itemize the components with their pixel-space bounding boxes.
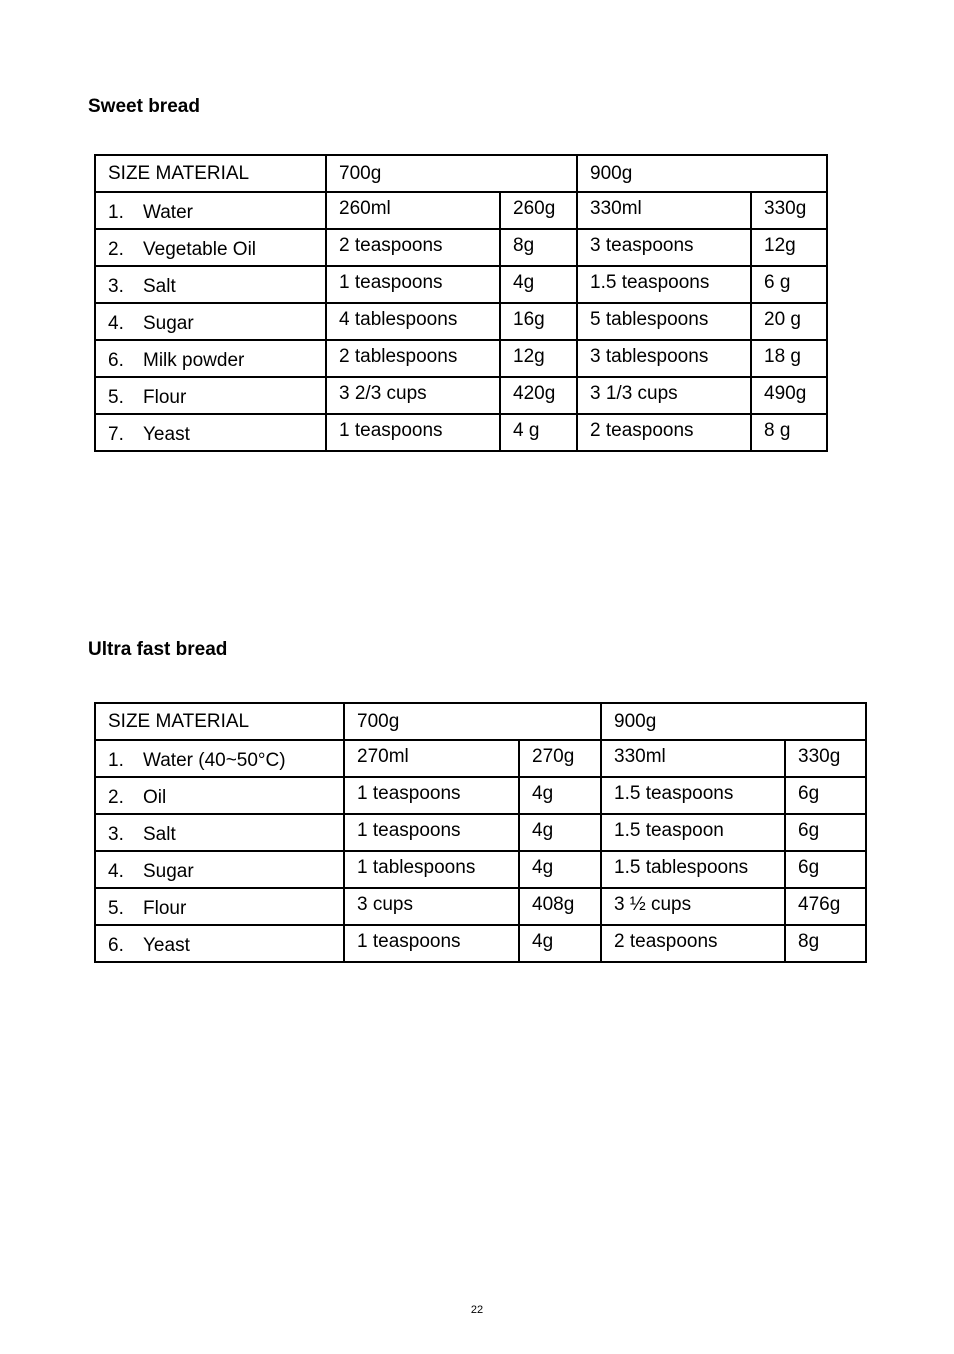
material-name: Yeast [143, 934, 190, 956]
row-number: 3. [108, 275, 124, 297]
page-number: 22 [470, 1304, 484, 1316]
measure-900g-cell: 1.5 teaspoon [601, 814, 785, 851]
header-size-700g: 700g [326, 155, 577, 192]
weight-700g-cell: 4g [519, 777, 601, 814]
row-number: 5. [108, 386, 124, 408]
material-cell [95, 303, 326, 340]
material-name: Sugar [143, 312, 194, 334]
material-cell [95, 740, 344, 777]
weight-700g-cell: 4g [519, 925, 601, 962]
measure-700g-cell: 1 teaspoons [326, 414, 500, 451]
measure-700g-cell: 3 2/3 cups [326, 377, 500, 414]
measure-700g-cell: 2 tablespoons [326, 340, 500, 377]
table-row [95, 192, 827, 229]
table-row [95, 340, 827, 377]
material-cell [95, 777, 344, 814]
material-name: Oil [143, 786, 167, 808]
measure-900g-cell: 3 1/3 cups [577, 377, 751, 414]
weight-900g-cell: 476g [785, 888, 866, 925]
measure-700g-cell: 4 tablespoons [326, 303, 500, 340]
weight-900g-cell: 490g [751, 377, 827, 414]
measure-700g-cell: 1 teaspoons [344, 814, 519, 851]
material-name: Flour [143, 897, 187, 919]
measure-900g-cell: 3 tablespoons [577, 340, 751, 377]
measure-900g-cell: 2 teaspoons [577, 414, 751, 451]
material-name: Flour [143, 386, 187, 408]
weight-900g-cell: 6g [785, 851, 866, 888]
material-name: Yeast [143, 423, 190, 445]
weight-700g-cell: 16g [500, 303, 577, 340]
table-row [95, 740, 866, 777]
table-row [95, 303, 827, 340]
table-row [95, 414, 827, 451]
material-cell [95, 925, 344, 962]
table-row [95, 229, 827, 266]
material-cell [95, 229, 326, 266]
measure-700g-cell: 2 teaspoons [326, 229, 500, 266]
row-number: 2. [108, 238, 124, 260]
row-number: 5. [108, 897, 124, 919]
row-number: 4. [108, 312, 124, 334]
material-name: Water (40~50°C) [143, 749, 286, 771]
table-header-row [95, 155, 827, 192]
row-number: 2. [108, 786, 124, 808]
measure-900g-cell: 5 tablespoons [577, 303, 751, 340]
recipe-table-sweet-bread [94, 154, 828, 452]
material-name: Salt [143, 275, 176, 297]
weight-700g-cell: 420g [500, 377, 577, 414]
row-number: 7. [108, 423, 124, 445]
table-row [95, 851, 866, 888]
header-material: SIZE MATERIAL [95, 155, 326, 192]
material-name: Water [143, 201, 193, 223]
measure-900g-cell: 1.5 teaspoons [601, 777, 785, 814]
weight-700g-cell: 260g [500, 192, 577, 229]
weight-900g-cell: 330g [785, 740, 866, 777]
measure-700g-cell: 3 cups [344, 888, 519, 925]
table-row [95, 888, 866, 925]
weight-900g-cell: 330g [751, 192, 827, 229]
material-cell [95, 377, 326, 414]
measure-700g-cell: 270ml [344, 740, 519, 777]
header-size-900g: 900g [577, 155, 827, 192]
row-number: 6. [108, 349, 124, 371]
row-number: 1. [108, 201, 124, 223]
measure-700g-cell: 1 teaspoons [344, 777, 519, 814]
header-material: SIZE MATERIAL [95, 703, 344, 740]
row-number: 6. [108, 934, 124, 956]
row-number: 1. [108, 749, 124, 771]
table-row [95, 777, 866, 814]
weight-700g-cell: 8g [500, 229, 577, 266]
row-number: 3. [108, 823, 124, 845]
weight-900g-cell: 6g [785, 777, 866, 814]
material-cell [95, 192, 326, 229]
weight-700g-cell: 408g [519, 888, 601, 925]
material-name: Sugar [143, 860, 194, 882]
measure-700g-cell: 260ml [326, 192, 500, 229]
material-cell [95, 851, 344, 888]
measure-900g-cell: 2 teaspoons [601, 925, 785, 962]
section-title-ultra-fast-bread: Ultra fast bread [88, 639, 228, 660]
material-name: Vegetable Oil [143, 238, 257, 260]
measure-900g-cell: 3 ½ cups [601, 888, 785, 925]
measure-900g-cell: 1.5 tablespoons [601, 851, 785, 888]
table-header-row [95, 703, 866, 740]
weight-700g-cell: 12g [500, 340, 577, 377]
section-title-sweet-bread: Sweet bread [88, 96, 200, 117]
table-row [95, 925, 866, 962]
header-size-700g: 700g [344, 703, 601, 740]
weight-700g-cell: 4g [500, 266, 577, 303]
weight-900g-cell: 6g [785, 814, 866, 851]
measure-700g-cell: 1 teaspoons [326, 266, 500, 303]
weight-700g-cell: 4g [519, 814, 601, 851]
weight-900g-cell: 12g [751, 229, 827, 266]
table-row [95, 377, 827, 414]
material-cell [95, 888, 344, 925]
recipe-table-ultra-fast-bread [94, 702, 867, 963]
weight-900g-cell: 8 g [751, 414, 827, 451]
measure-900g-cell: 3 teaspoons [577, 229, 751, 266]
material-cell [95, 414, 326, 451]
weight-900g-cell: 18 g [751, 340, 827, 377]
material-cell [95, 814, 344, 851]
header-size-900g: 900g [601, 703, 866, 740]
material-name: Milk powder [143, 349, 245, 371]
weight-900g-cell: 20 g [751, 303, 827, 340]
material-cell [95, 340, 326, 377]
measure-900g-cell: 330ml [577, 192, 751, 229]
measure-700g-cell: 1 teaspoons [344, 925, 519, 962]
measure-700g-cell: 1 tablespoons [344, 851, 519, 888]
row-number: 4. [108, 860, 124, 882]
weight-900g-cell: 6 g [751, 266, 827, 303]
table-row [95, 266, 827, 303]
weight-700g-cell: 4 g [500, 414, 577, 451]
weight-900g-cell: 8g [785, 925, 866, 962]
table-row [95, 814, 866, 851]
measure-900g-cell: 330ml [601, 740, 785, 777]
material-cell [95, 266, 326, 303]
material-name: Salt [143, 823, 176, 845]
measure-900g-cell: 1.5 teaspoons [577, 266, 751, 303]
weight-700g-cell: 4g [519, 851, 601, 888]
weight-700g-cell: 270g [519, 740, 601, 777]
